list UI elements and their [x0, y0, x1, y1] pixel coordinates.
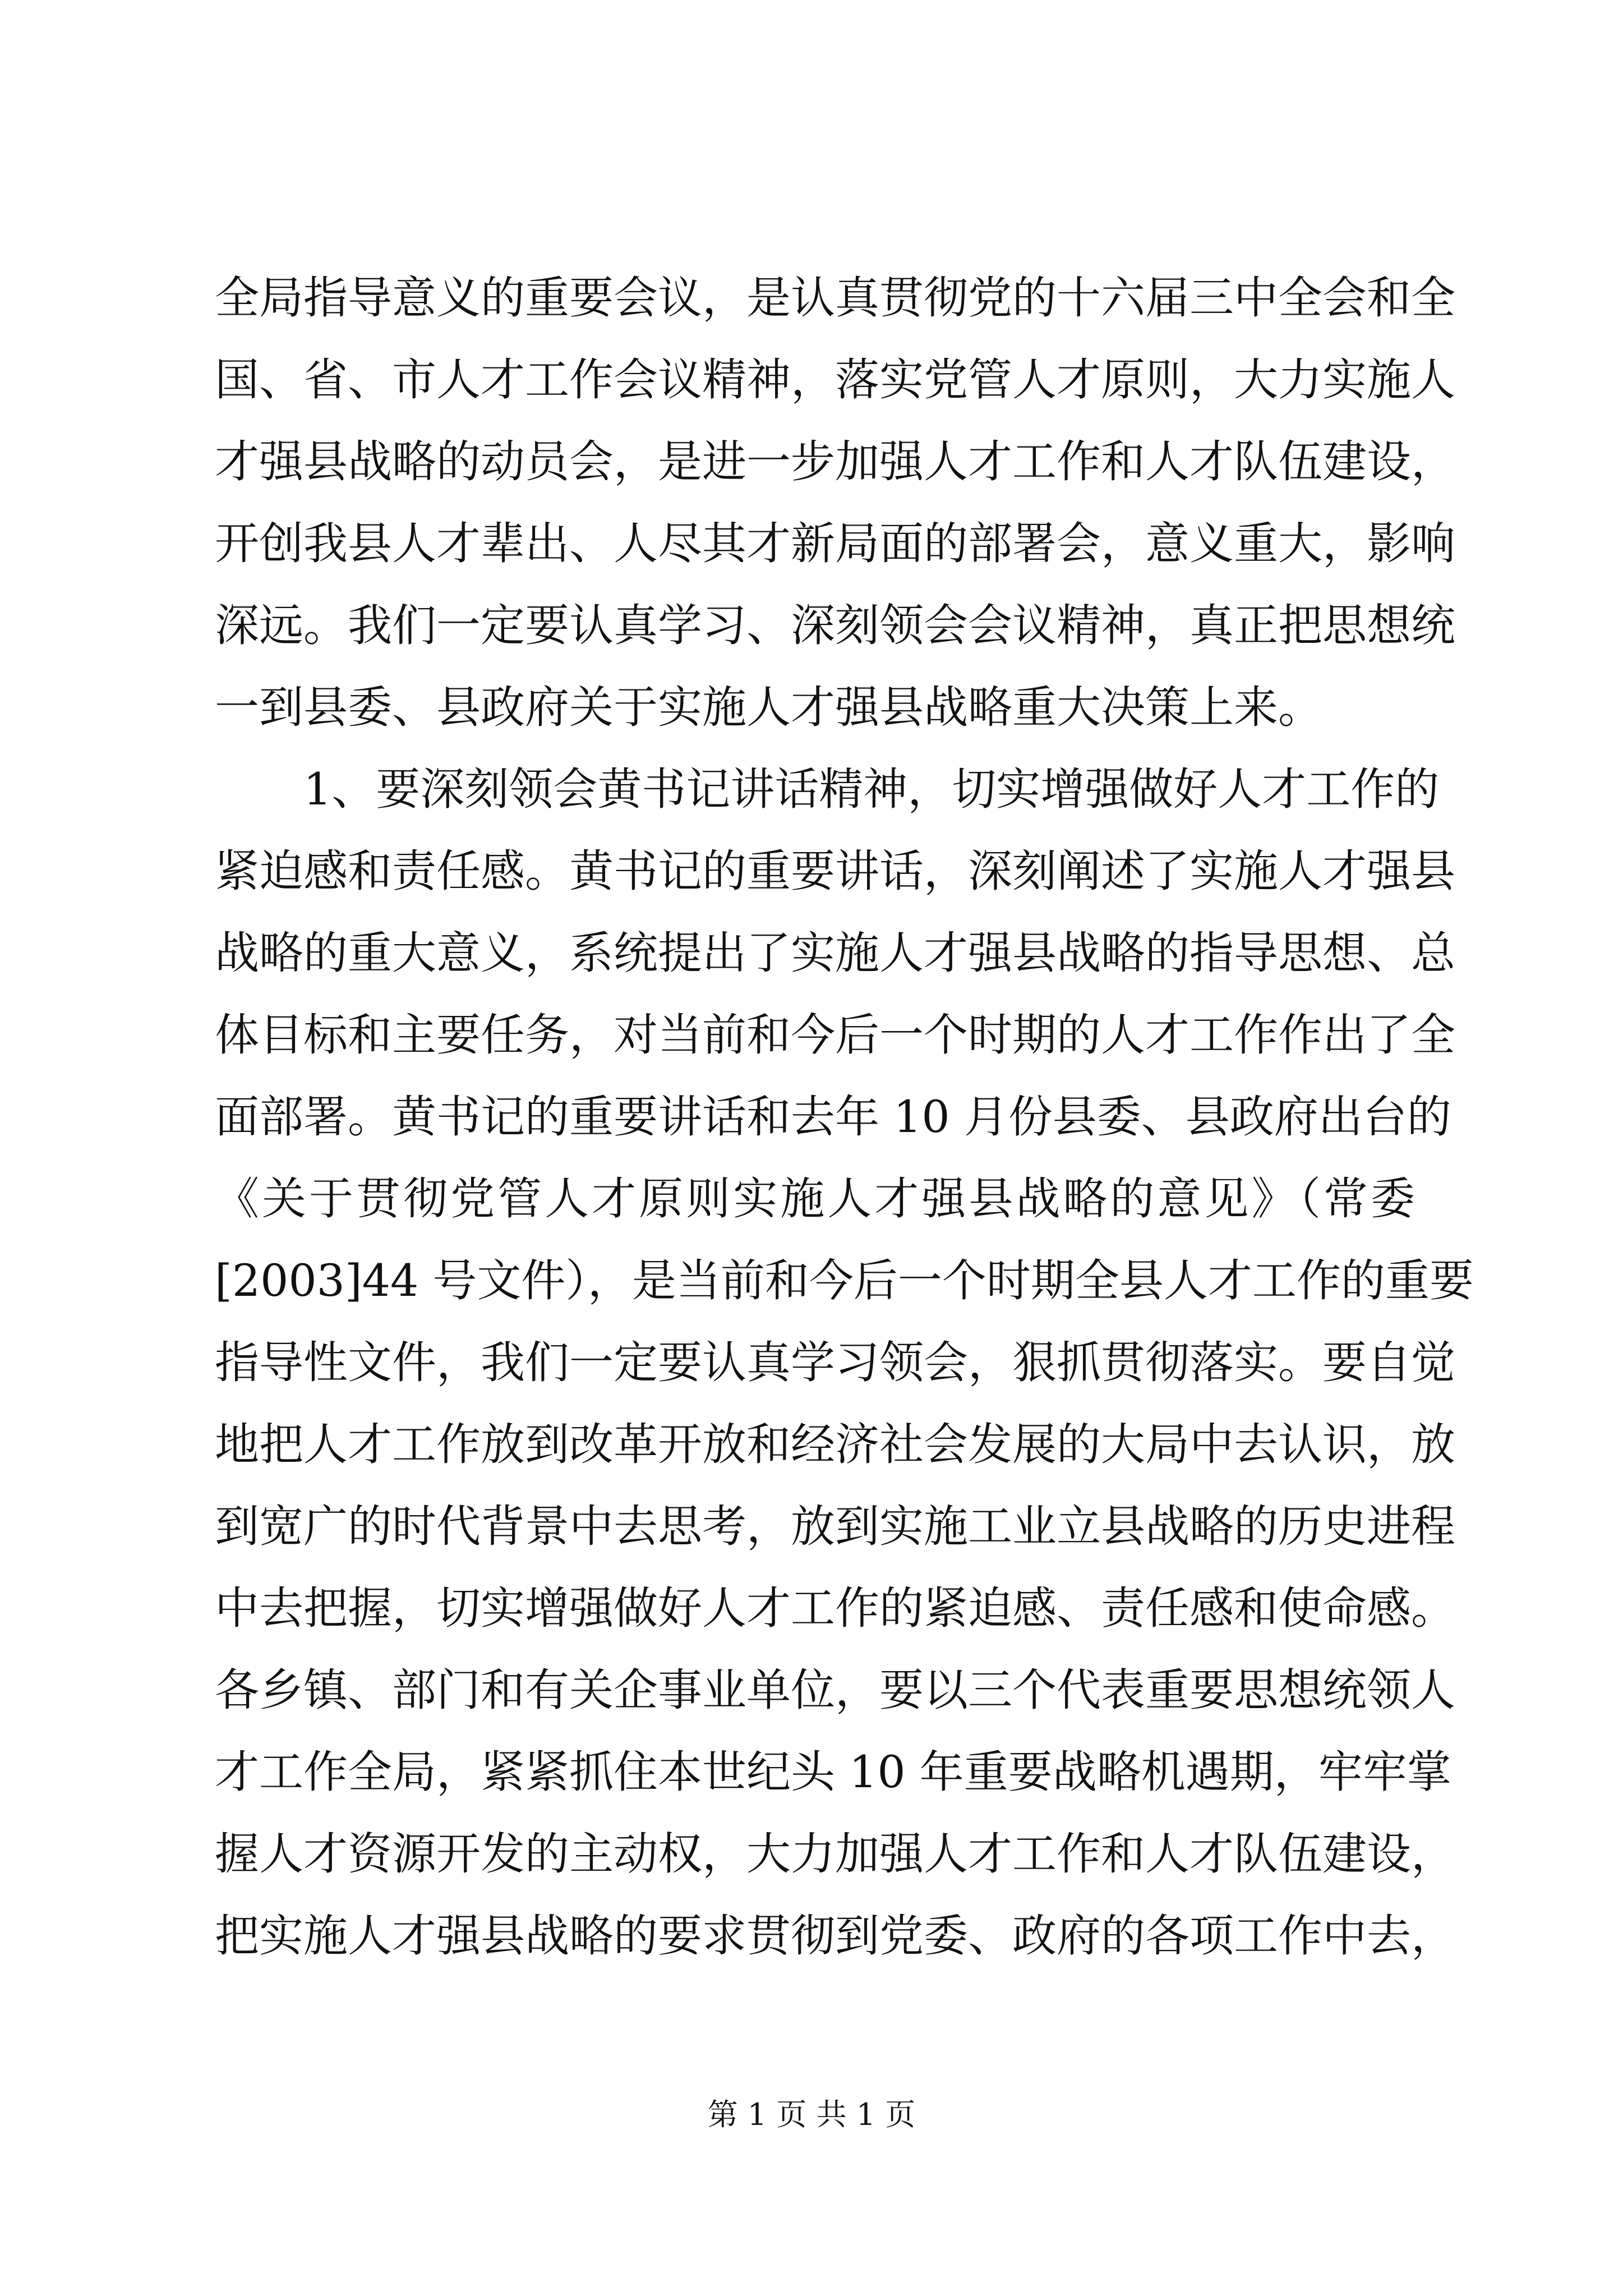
text-line: 握人才资源开发的主动权，大力加强人才工作和人才队伍建设， — [215, 1828, 1455, 1880]
text-line: 《关于贯彻党管人才原则实施人才强县战略的意见》（常委 — [215, 1173, 1415, 1225]
text-line: 深远。我们一定要认真学习、深刻领会会议精神，真正把思想统 — [215, 600, 1455, 651]
text-line: [2003]44 号文件），是当前和今后一个时期全县人才工作的重要 — [215, 1255, 1474, 1306]
text-line: 紧迫感和责任感。黄书记的重要讲话，深刻阐述了实施人才强县 — [215, 845, 1455, 897]
text-line: 体目标和主要任务，对当前和今后一个时期的人才工作作出了全 — [215, 1009, 1455, 1061]
text-line: 地把人才工作放到改革开放和经济社会发展的大局中去认识，放 — [215, 1419, 1455, 1470]
text-line: 全局指导意义的重要会议，是认真贯彻党的十六届三中全会和全 — [215, 272, 1455, 324]
text-line: 各乡镇、部门和有关企事业单位，要以三个代表重要思想统领人 — [215, 1664, 1455, 1716]
text-line: 一到县委、县政府关于实施人才强县战略重大决策上来。 — [215, 682, 1322, 733]
page-footer — [0, 2095, 1623, 2134]
text-line: 指导性文件，我们一定要认真学习领会，狠抓贯彻落实。要自觉 — [215, 1337, 1455, 1388]
text-line: 战略的重大意义，系统提出了实施人才强县战略的指导思想、总 — [215, 927, 1455, 979]
page-number-label: 第 1 页 共 1 页 — [707, 2097, 916, 2132]
text-line: 1、要深刻领会黄书记讲话精神，切实增强做好人才工作的 — [215, 763, 1440, 815]
body-text — [215, 257, 1474, 1977]
text-line: 面部署。黄书记的重要讲话和去年 10 月份县委、县政府出台的 — [215, 1091, 1451, 1143]
text-line: 才强县战略的动员会，是进一步加强人才工作和人才队伍建设， — [215, 436, 1455, 487]
text-line: 把实施人才强县战略的要求贯彻到党委、政府的各项工作中去， — [215, 1910, 1455, 1962]
text-line: 到宽广的时代背景中去思考，放到实施工业立县战略的历史进程 — [215, 1501, 1455, 1552]
text-line: 中去把握，切实增强做好人才工作的紧迫感、责任感和使命感。 — [215, 1582, 1455, 1634]
text-line: 才工作全局，紧紧抓住本世纪头 10 年重要战略机遇期，牢牢掌 — [215, 1746, 1451, 1798]
text-line: 国、省、市人才工作会议精神，落实党管人才原则，大力实施人 — [215, 354, 1455, 406]
text-line: 开创我县人才辈出、人尽其才新局面的部署会，意义重大，影响 — [215, 518, 1455, 569]
